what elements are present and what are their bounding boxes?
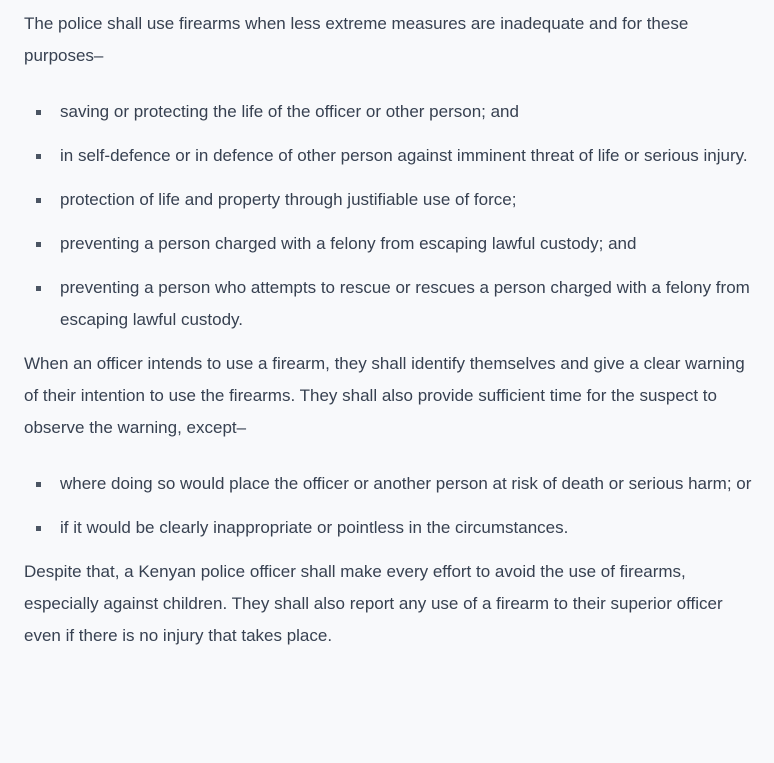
bullet-square-icon xyxy=(36,526,41,531)
list-item-text: preventing a person charged with a felony from escaping lawful custody; and xyxy=(60,234,637,253)
bullet-square-icon xyxy=(36,198,41,203)
list-item xyxy=(24,96,754,128)
bullet-square-icon xyxy=(36,286,41,291)
list-item-text: if it would be clearly inappropriate or pointless in the circumstances. xyxy=(60,518,569,537)
intro-paragraph: The police shall use firearms when less extreme measures are inadequate and for these purposes– xyxy=(24,14,689,65)
list-item-text: preventing a person who attempts to rescue or rescues a person charged with a felony from escaping lawful custody. xyxy=(60,278,750,329)
closing-paragraph: Despite that, a Kenyan police officer shall make every effort to avoid the use of firearms, especially against children. They shall also report any use of a firearm to their superior officer even if there is no injury that takes place. xyxy=(24,562,723,645)
list-item-text: where doing so would place the officer or another person at risk of death or serious harm; or xyxy=(60,474,752,493)
list-item xyxy=(24,184,754,216)
bullet-square-icon xyxy=(36,110,41,115)
list-item-text: in self-defence or in defence of other person against imminent threat of life or serious injury. xyxy=(60,146,748,165)
list-item-text: protection of life and property through justifiable use of force; xyxy=(60,190,517,209)
list-item xyxy=(24,140,754,172)
list-item xyxy=(24,468,754,500)
list-item-text: saving or protecting the life of the officer or other person; and xyxy=(60,102,519,121)
bullet-square-icon xyxy=(36,154,41,159)
purposes-list xyxy=(24,96,754,336)
bullet-square-icon xyxy=(36,242,41,247)
warning-paragraph: When an officer intends to use a firearm, they shall identify themselves and give a clear warning of their intention to use the firearms. They shall also provide sufficient time for the suspect to observe the warning, except– xyxy=(24,354,745,437)
list-item xyxy=(24,512,754,544)
exceptions-list xyxy=(24,468,754,544)
bullet-square-icon xyxy=(36,482,41,487)
list-item xyxy=(24,228,754,260)
list-item xyxy=(24,272,754,336)
